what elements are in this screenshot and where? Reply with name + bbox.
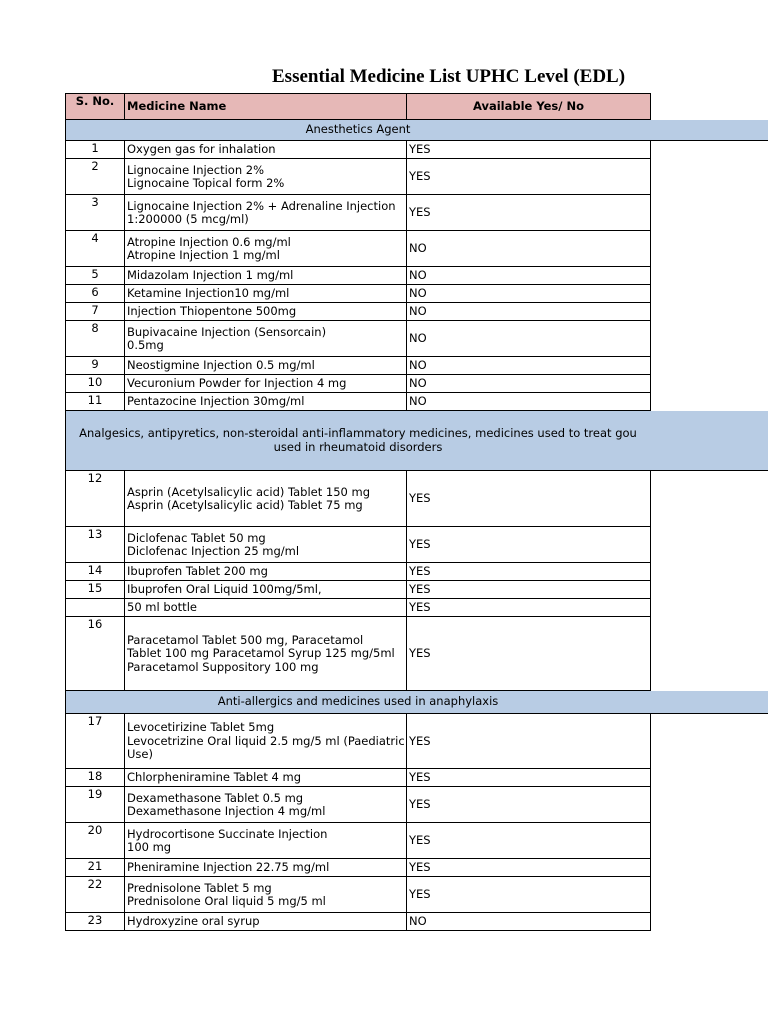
row-available: NO — [406, 231, 651, 267]
row-available: YES — [406, 471, 651, 527]
row-medicine-name — [124, 471, 406, 527]
row-sno: 7 — [65, 303, 124, 321]
medicine-name-line: Ibuprofen Tablet 200 mg — [127, 564, 268, 579]
medicine-name-line: Tablet 100 mg Paracetamol Syrup 125 mg/5ml — [127, 646, 395, 661]
medicine-name-line: Asprin (Acetylsalicylic acid) Tablet 150 mg — [127, 484, 371, 499]
medicine-name-line: Asprin (Acetylsalicylic acid) Tablet 75 mg — [127, 498, 363, 512]
row-available: YES — [406, 141, 651, 159]
row-sno: 23 — [65, 913, 124, 931]
medicine-name-line: Chlorpheniramine Tablet 4 mg — [127, 770, 301, 785]
row-available: YES — [406, 563, 651, 581]
row-available: YES — [406, 617, 651, 691]
table-row — [65, 159, 768, 195]
row-available: YES — [406, 859, 651, 877]
table-row — [65, 859, 768, 877]
table-row — [65, 563, 768, 581]
medicine-name-line: Paracetamol Tablet 500 mg, Paracetamol — [127, 632, 364, 647]
row-available: NO — [406, 303, 651, 321]
table-row — [65, 267, 768, 285]
medicine-name-line: Lignocaine Injection 2% — [127, 162, 265, 177]
row-medicine-name — [124, 527, 406, 563]
header-sno: S. No. — [65, 93, 124, 120]
table-row — [65, 581, 768, 599]
row-sno: 13 — [65, 527, 124, 563]
row-medicine-name — [124, 357, 406, 375]
medicine-name-line: Ketamine Injection10 mg/ml — [127, 286, 290, 301]
row-available: NO — [406, 375, 651, 393]
category-label-line2: used in rheumatoid disorders — [273, 439, 443, 454]
row-medicine-name — [124, 769, 406, 787]
medicine-name-line: 1:200000 (5 mcg/ml) — [127, 212, 249, 226]
row-medicine-name — [124, 231, 406, 267]
medicine-name-line: Use) — [127, 747, 153, 762]
medicine-name-line: Dexamethasone Tablet 0.5 mg — [127, 790, 304, 805]
row-sno: 14 — [65, 563, 124, 581]
row-sno: 16 — [65, 617, 124, 691]
row-available: NO — [406, 285, 651, 303]
medicine-name-line: Levocetrizine Oral liquid 2.5 mg/5 ml (Paediatric — [127, 733, 405, 748]
table-row — [65, 471, 768, 527]
row-medicine-name — [124, 141, 406, 159]
row-medicine-name — [124, 714, 406, 769]
row-sno: 15 — [65, 581, 124, 599]
medicine-name-line: Injection Thiopentone 500mg — [127, 304, 297, 319]
row-available: YES — [406, 527, 651, 563]
row-available: YES — [406, 195, 651, 231]
medicine-name-line: Atropine Injection 1 mg/ml — [127, 248, 280, 262]
row-available: YES — [406, 581, 651, 599]
row-medicine-name — [124, 159, 406, 195]
row-available: YES — [406, 823, 651, 859]
medicine-name-line: 50 ml bottle — [127, 600, 197, 615]
medicine-name-line: Bupivacaine Injection (Sensorcain) — [127, 324, 327, 339]
table-row — [65, 769, 768, 787]
row-available: YES — [406, 159, 651, 195]
table-row — [65, 303, 768, 321]
row-available: NO — [406, 321, 651, 357]
table-row — [65, 714, 768, 769]
row-medicine-name — [124, 823, 406, 859]
row-medicine-name — [124, 617, 406, 691]
row-sno: 20 — [65, 823, 124, 859]
page-title: Essential Medicine List UPHC Level (EDL) — [272, 66, 626, 87]
medicine-table — [65, 93, 768, 931]
row-medicine-name — [124, 393, 406, 411]
row-available: NO — [406, 913, 651, 931]
row-medicine-name — [124, 859, 406, 877]
row-sno: 17 — [65, 714, 124, 769]
medicine-name-line: Atropine Injection 0.6 mg/ml — [127, 234, 291, 249]
category-label-line1: Analgesics, antipyretics, non-steroidal anti-inflammatory medicines, medicines used to treat gou — [79, 426, 637, 440]
table-row — [65, 321, 768, 357]
row-medicine-name — [124, 581, 406, 599]
row-available: YES — [406, 787, 651, 823]
medicine-name-line: Neostigmine Injection 0.5 mg/ml — [127, 358, 315, 373]
table-row — [65, 527, 768, 563]
table-row — [65, 285, 768, 303]
row-available: NO — [406, 393, 651, 411]
medicine-name-line: Pentazocine Injection 30mg/ml — [127, 394, 305, 409]
table-row — [65, 231, 768, 267]
table-row — [65, 787, 768, 823]
medicine-name-line: Dexamethasone Injection 4 mg/ml — [127, 804, 326, 818]
medicine-name-line: Hydrocortisone Succinate Injection — [127, 826, 328, 841]
medicine-name-line: Oxygen gas for inhalation — [127, 142, 276, 157]
header-medicine-name: Medicine Name — [124, 93, 406, 120]
table-row — [65, 877, 768, 913]
table-header-row — [65, 93, 768, 120]
row-medicine-name — [124, 285, 406, 303]
row-sno: 2 — [65, 159, 124, 195]
row-available: YES — [406, 599, 651, 617]
medicine-name-line: Prednisolone Oral liquid 5 mg/5 ml — [127, 894, 326, 908]
table-row — [65, 617, 768, 691]
row-sno: 21 — [65, 859, 124, 877]
row-medicine-name — [124, 321, 406, 357]
table-row — [65, 357, 768, 375]
row-medicine-name — [124, 913, 406, 931]
table-row — [65, 823, 768, 859]
row-medicine-name — [124, 375, 406, 393]
row-sno: 5 — [65, 267, 124, 285]
medicine-name-line: Hydroxyzine oral syrup — [127, 914, 260, 929]
row-medicine-name — [124, 877, 406, 913]
row-sno: 3 — [65, 195, 124, 231]
row-sno: 11 — [65, 393, 124, 411]
medicine-name-line: Prednisolone Tablet 5 mg — [127, 880, 272, 895]
row-medicine-name — [124, 563, 406, 581]
table-row — [65, 141, 768, 159]
row-medicine-name — [124, 267, 406, 285]
row-sno: 6 — [65, 285, 124, 303]
table-row — [65, 913, 768, 931]
row-sno: 19 — [65, 787, 124, 823]
category-anti-allergics — [65, 691, 768, 714]
medicine-name-line: 0.5mg — [127, 338, 164, 352]
medicine-name-line: Paracetamol Suppository 100 mg — [127, 659, 319, 674]
row-sno: 18 — [65, 769, 124, 787]
medicine-name-line: Diclofenac Tablet 50 mg — [127, 530, 266, 545]
medicine-name-line: Pheniramine Injection 22.75 mg/ml — [127, 860, 330, 875]
medicine-name-line: 100 mg — [127, 840, 172, 854]
row-medicine-name — [124, 303, 406, 321]
row-sno: 8 — [65, 321, 124, 357]
row-available: YES — [406, 769, 651, 787]
medicine-name-line: Ibuprofen Oral Liquid 100mg/5ml, — [127, 582, 322, 597]
row-medicine-name — [124, 787, 406, 823]
row-available: NO — [406, 267, 651, 285]
table-row — [65, 195, 768, 231]
medicine-name-line: Vecuronium Powder for Injection 4 mg — [127, 376, 347, 391]
table-row — [65, 375, 768, 393]
row-available: YES — [406, 714, 651, 769]
row-sno: 10 — [65, 375, 124, 393]
row-sno: 1 — [65, 141, 124, 159]
category-label: Anesthetics Agent — [305, 122, 411, 137]
medicine-name-line: Lignocaine Topical form 2% — [127, 176, 285, 190]
medicine-name-line: Levocetirizine Tablet 5mg — [127, 720, 275, 735]
category-anesthetics — [65, 120, 768, 141]
row-sno: 4 — [65, 231, 124, 267]
table-row — [65, 599, 768, 617]
row-available: NO — [406, 357, 651, 375]
row-medicine-name — [124, 195, 406, 231]
row-sno: 12 — [65, 471, 124, 527]
header-available: Available Yes/ No — [406, 93, 651, 120]
category-analgesics — [65, 411, 768, 471]
row-sno: 22 — [65, 877, 124, 913]
row-available: YES — [406, 877, 651, 913]
row-medicine-name — [124, 599, 406, 617]
table-row — [65, 393, 768, 411]
category-label: Anti-allergics and medicines used in anaphylaxis — [217, 694, 499, 709]
medicine-name-line: Lignocaine Injection 2% + Adrenaline Injection — [127, 198, 396, 213]
row-sno — [65, 599, 124, 617]
row-sno: 9 — [65, 357, 124, 375]
medicine-name-line: Midazolam Injection 1 mg/ml — [127, 268, 294, 283]
medicine-name-line: Diclofenac Injection 25 mg/ml — [127, 544, 300, 558]
